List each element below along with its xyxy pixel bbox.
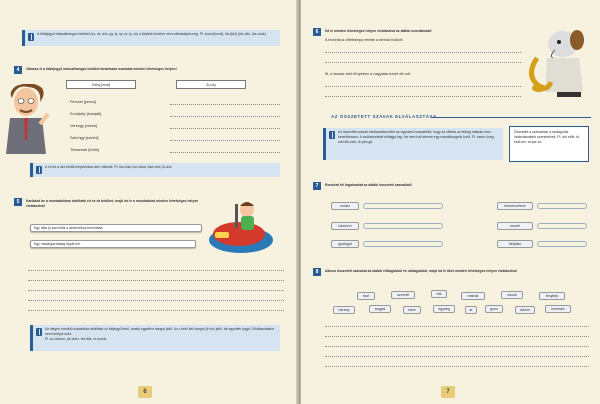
task-number-8: 8 bbox=[313, 268, 321, 276]
infobox-ch-dzs bbox=[30, 163, 280, 177]
connector bbox=[363, 241, 443, 247]
infobox-multigraph bbox=[22, 30, 280, 46]
prefix-tag: fénykép bbox=[539, 292, 565, 300]
book-icon bbox=[329, 131, 335, 139]
answer-line[interactable] bbox=[325, 52, 521, 53]
connector bbox=[537, 241, 587, 247]
task-number-6: 6 bbox=[313, 28, 321, 36]
answer-line[interactable] bbox=[325, 346, 589, 347]
infobox-text: Az összetett szavak elválasztása eltér az egyszerű szavakétól, hogy az eltérés az előtag határán nem kevedhessen. A szóösszetétel előtagja tag. Ha nem hall elemre egy másalhangzók kívül. Pl. szem-üveg, mel-lék-szín, lé-pés-gö. bbox=[338, 130, 495, 144]
word-tag: kemenceleve bbox=[497, 202, 533, 210]
page-number: 7 bbox=[441, 386, 455, 398]
bumper-car-illustration bbox=[205, 196, 275, 256]
left-page bbox=[0, 0, 298, 404]
answer-line[interactable] bbox=[325, 86, 521, 87]
answer-line[interactable] bbox=[325, 62, 521, 63]
sentence-card-2: Egy madárgazdaság lógott elő. bbox=[30, 240, 196, 248]
answer-line[interactable] bbox=[170, 128, 280, 129]
suffix-tag: kevéske bbox=[545, 305, 571, 313]
task-number-7: 7 bbox=[313, 182, 321, 190]
answer-line[interactable] bbox=[28, 300, 284, 301]
answer-line[interactable] bbox=[170, 104, 280, 105]
infobox-text: Az idegen eredetű szavakban található ch kétjegyű betű, amely egyetlen hangot jelöl. Az x betű két hangot (k+sz) jelöl, de egyetlen jegyű. Elválasztáskor nem bontjuk szét. bbox=[45, 327, 275, 336]
task-number-5: 5 bbox=[14, 198, 22, 206]
answer-line[interactable] bbox=[325, 326, 589, 327]
side-note: Összetett a szavakban a szótagolás határolásaként szerepelnek. Pl. dél-előtt, él-eszt-ker, at-pur-sz. bbox=[509, 126, 589, 162]
word-row: Percsei [percsi] bbox=[70, 100, 96, 104]
answer-line[interactable] bbox=[325, 336, 589, 337]
answer-line[interactable] bbox=[28, 310, 284, 311]
section-divider bbox=[431, 117, 591, 118]
prefix-tag: tiszt bbox=[357, 292, 375, 300]
connector bbox=[537, 203, 587, 209]
page-number: 6 bbox=[138, 386, 152, 398]
task-8-instruction: Alkoss összetett szavakat az alábbi előtagokból és utótagokból, majd írd le őket minden lehetséges helyen elválasztva! bbox=[325, 269, 518, 273]
prefix-tag: bál bbox=[431, 290, 447, 298]
suffix-tag: gumi bbox=[485, 305, 503, 313]
prefix-tag: iskola bbox=[501, 291, 523, 299]
answer-line[interactable] bbox=[28, 280, 284, 281]
connector bbox=[363, 203, 443, 209]
infobox-text: A többjegyű mássalhangzó betűket (cs, dz, dzs, gy, ly, ny, sz, ty, zs) a kiejtést követve nem változtatjuk meg. Pl. kocsi [kocsi], tűz [tűz] (tűz-oltó, tűz-csók) bbox=[37, 32, 266, 36]
word-tag: hétpisto bbox=[497, 240, 533, 248]
answer-line[interactable] bbox=[325, 356, 589, 357]
answer-line[interactable] bbox=[28, 290, 284, 291]
professor-illustration bbox=[2, 84, 50, 154]
infobox-example: Pl. ar-chívum, pe-chez, tex-tilis, re-kurzió bbox=[45, 337, 107, 341]
prefix-tag: szerető bbox=[391, 291, 415, 299]
word-row: Thewrewk [török] bbox=[70, 148, 99, 152]
connector bbox=[363, 223, 443, 229]
answer-line[interactable] bbox=[325, 96, 521, 97]
prefix-tag: matrak bbox=[461, 292, 485, 300]
right-page bbox=[301, 0, 600, 404]
task-4-instruction: Válassz el a többjegyű mássalhangzó betűket tartalmazó szavakat minden lehetséges helyen! bbox=[26, 67, 177, 71]
suffix-tag: album bbox=[515, 306, 535, 314]
book-icon bbox=[36, 166, 42, 174]
word-tag: mezei bbox=[497, 222, 533, 230]
answer-line[interactable] bbox=[170, 152, 280, 153]
example-word: Zichy [zicsi] bbox=[66, 80, 136, 89]
saxophone-dog-illustration bbox=[517, 22, 591, 106]
answer-line[interactable] bbox=[170, 116, 280, 117]
suffix-tag: egység bbox=[433, 305, 455, 313]
suffix-tag: ár bbox=[465, 306, 477, 314]
word-tag: gyalogút bbox=[331, 240, 359, 248]
suffix-tag: bárány bbox=[333, 306, 355, 314]
word-row: Veresgy [veresi] bbox=[70, 124, 98, 128]
infobox-compounds bbox=[323, 128, 503, 160]
sentence-2: Itt, a tavasz első fényében a nagytata ismét ott volt. bbox=[325, 72, 412, 76]
task-number-4: 4 bbox=[14, 66, 22, 74]
answer-line[interactable] bbox=[28, 270, 284, 271]
task-6-instruction: Írd le minden lehetséges helyen elválasztva az alábbi mondatokat! bbox=[325, 29, 432, 33]
answer-line[interactable] bbox=[170, 140, 280, 141]
answer-line[interactable] bbox=[325, 366, 589, 367]
example-answer: Zi-chy bbox=[176, 80, 246, 89]
section-title: AZ ÖSSZETETT SZAVAK ELVÁLASZTÁSA bbox=[331, 114, 437, 119]
task-5-instruction: Karikázd be a mondatokban található ch és dz betűket, majd írd le a mondatokat minden lehetséges helyen elválasztva! bbox=[26, 199, 199, 208]
suffix-tag: angyal bbox=[369, 305, 391, 313]
word-row: Komjáthy [komjáti] bbox=[70, 112, 102, 116]
sentence-card-1: Egy ritka jó szerzőtől a dzsentribus bemutatta. bbox=[30, 224, 202, 232]
word-row: Széchgy [széchi] bbox=[70, 136, 99, 140]
infobox-foreign-words bbox=[30, 325, 280, 351]
suffix-tag: kávé bbox=[403, 306, 421, 314]
connector bbox=[537, 223, 587, 229]
word-tag: csokiz bbox=[331, 202, 359, 210]
word-tag: háziszín bbox=[331, 222, 359, 230]
book-icon bbox=[36, 328, 42, 336]
book-icon bbox=[28, 33, 34, 41]
infobox-text: A ch és a dzs betűk helyesírása nem változik. Pl. ba-char, bor-dzsa, ham-dzs, tü-dzs bbox=[45, 165, 172, 169]
sentence-1: A technikus ötféleképp értette a kémiai trükköt. bbox=[325, 38, 404, 42]
task-7-instruction: Rendezd fel fogalmakat az alábbi összetett szavakból! bbox=[325, 183, 413, 187]
